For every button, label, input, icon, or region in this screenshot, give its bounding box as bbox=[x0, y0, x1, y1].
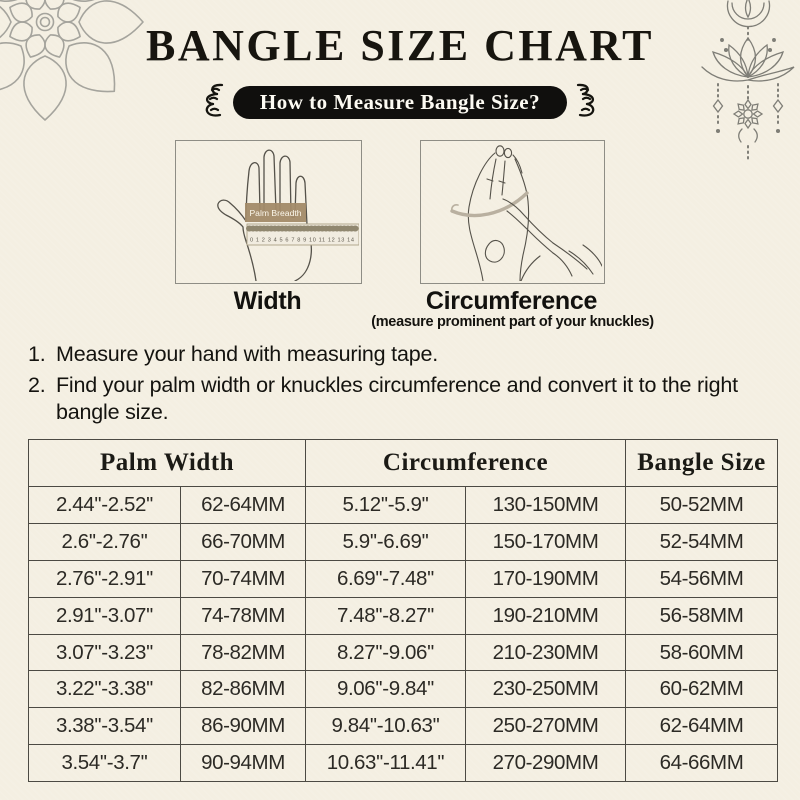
table-header-cell: Palm Width bbox=[29, 440, 306, 487]
table-cell: 2.76''-2.91'' bbox=[29, 560, 181, 597]
table-row bbox=[29, 671, 778, 708]
instruction-number: 1. bbox=[28, 342, 46, 366]
width-figure-box bbox=[175, 140, 362, 284]
knuckle-measure-illustration bbox=[421, 141, 602, 281]
table-cell: 82-86MM bbox=[181, 671, 306, 708]
table-header bbox=[29, 440, 778, 487]
circumference-figure-box bbox=[420, 140, 605, 284]
table-row bbox=[29, 487, 778, 524]
table-cell: 5.9''-6.69'' bbox=[306, 523, 466, 560]
instructions-list bbox=[28, 341, 773, 430]
table-cell: 150-170MM bbox=[466, 523, 626, 560]
table-cell: 3.54''-3.7'' bbox=[29, 745, 181, 782]
flourish-right-icon bbox=[574, 82, 601, 122]
table-cell: 270-290MM bbox=[466, 745, 626, 782]
table-cell: 8.27''-9.06'' bbox=[306, 634, 466, 671]
table-cell: 60-62MM bbox=[626, 671, 778, 708]
table-header-cell: Circumference bbox=[306, 440, 626, 487]
table-cell: 230-250MM bbox=[466, 671, 626, 708]
table-cell: 130-150MM bbox=[466, 487, 626, 524]
table-cell: 50-52MM bbox=[626, 487, 778, 524]
table-row bbox=[29, 597, 778, 634]
table-cell: 5.12''-5.9'' bbox=[306, 487, 466, 524]
table-cell: 64-66MM bbox=[626, 745, 778, 782]
table-cell: 3.38''-3.54'' bbox=[29, 708, 181, 745]
table-cell: 52-54MM bbox=[626, 523, 778, 560]
ruler-label: Palm Breadth bbox=[249, 208, 302, 218]
hand-with-ruler-illustration bbox=[176, 141, 359, 281]
table-cell: 2.91''-3.07'' bbox=[29, 597, 181, 634]
table-cell: 190-210MM bbox=[466, 597, 626, 634]
ruler-numbers: 0 1 2 3 4 5 6 7 8 9 10 11 12 13 14 bbox=[250, 237, 354, 244]
table-body bbox=[29, 487, 778, 782]
table-row bbox=[29, 634, 778, 671]
table-cell: 7.48''-8.27'' bbox=[306, 597, 466, 634]
width-caption: Width bbox=[233, 287, 302, 315]
table-cell: 74-78MM bbox=[181, 597, 306, 634]
table-cell: 54-56MM bbox=[626, 560, 778, 597]
flourish-left-icon bbox=[199, 82, 226, 122]
table-row bbox=[29, 708, 778, 745]
table-cell: 86-90MM bbox=[181, 708, 306, 745]
instruction-text: Find your palm width or knuckles circumference and convert it to the right bangle size. bbox=[56, 373, 738, 424]
table-cell: 62-64MM bbox=[626, 708, 778, 745]
table-cell: 70-74MM bbox=[181, 560, 306, 597]
instruction-item-1 bbox=[28, 341, 773, 368]
circumference-note: (measure prominent part of your knuckles) bbox=[371, 314, 654, 330]
table-cell: 3.07''-3.23'' bbox=[29, 634, 181, 671]
table-row bbox=[29, 745, 778, 782]
table-cell: 250-270MM bbox=[466, 708, 626, 745]
table-cell: 3.22''-3.38'' bbox=[29, 671, 181, 708]
table-row bbox=[29, 523, 778, 560]
table-header-cell: Bangle Size bbox=[626, 440, 778, 487]
table-cell: 62-64MM bbox=[181, 487, 306, 524]
instruction-item-2 bbox=[28, 372, 773, 426]
table-cell: 58-60MM bbox=[626, 634, 778, 671]
banner-pill: How to Measure Bangle Size? bbox=[233, 86, 567, 119]
table-cell: 2.44''-2.52'' bbox=[29, 487, 181, 524]
instruction-number: 2. bbox=[28, 373, 46, 397]
table-cell: 66-70MM bbox=[181, 523, 306, 560]
table-header-row bbox=[29, 440, 778, 487]
size-conversion-table bbox=[28, 439, 778, 782]
table-cell: 9.06''-9.84'' bbox=[306, 671, 466, 708]
table-row bbox=[29, 560, 778, 597]
table-cell: 6.69''-7.48'' bbox=[306, 560, 466, 597]
instruction-text: Measure your hand with measuring tape. bbox=[56, 342, 439, 366]
table-cell: 56-58MM bbox=[626, 597, 778, 634]
table-cell: 170-190MM bbox=[466, 560, 626, 597]
table-cell: 2.6''-2.76'' bbox=[29, 523, 181, 560]
table-cell: 78-82MM bbox=[181, 634, 306, 671]
table-cell: 9.84''-10.63'' bbox=[306, 708, 466, 745]
circumference-caption: Circumference bbox=[425, 287, 598, 315]
table-cell: 10.63''-11.41'' bbox=[306, 745, 466, 782]
banner-row bbox=[0, 82, 800, 122]
table-cell: 90-94MM bbox=[181, 745, 306, 782]
page-title: BANGLE SIZE CHART bbox=[146, 21, 654, 70]
table-cell: 210-230MM bbox=[466, 634, 626, 671]
